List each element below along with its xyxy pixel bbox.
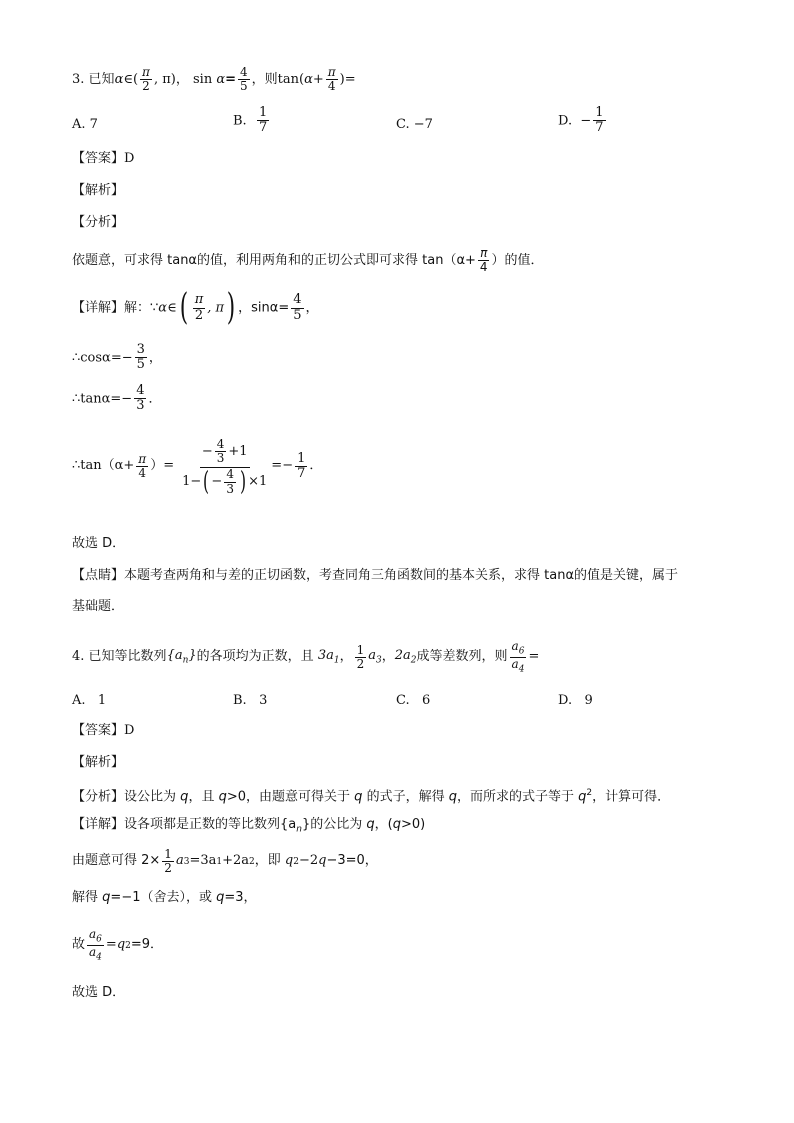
q4-jiexi: 【解析】	[72, 755, 125, 770]
denominator: 3	[226, 481, 234, 496]
denominator: 2	[194, 307, 204, 323]
text: ，即	[254, 853, 281, 869]
q3-detail	[72, 287, 319, 328]
fraction-1-over-7	[257, 106, 269, 136]
stem-text: 已知等比数列	[88, 649, 167, 665]
tansum-text: ∴tan（α+	[72, 458, 135, 474]
subscript: 4	[96, 952, 102, 963]
seq-close: }	[188, 648, 197, 664]
sequence-symbol	[167, 649, 197, 666]
tail: )=	[339, 72, 356, 88]
left-paren: (	[203, 467, 210, 498]
text: ，(	[374, 817, 393, 832]
numerator: 3	[136, 342, 145, 357]
numerator: π	[138, 452, 147, 467]
text: 故	[72, 937, 86, 953]
q4-option-b: B. 3	[233, 693, 268, 708]
text: 解得	[72, 890, 99, 905]
range-close: , π)	[153, 72, 176, 88]
big-denominator	[180, 467, 269, 498]
fraction-1-over-7	[593, 106, 605, 136]
denominator: 2	[356, 657, 365, 672]
q3-comment-line2: 基础题．	[72, 599, 125, 614]
denominator: 7	[595, 120, 604, 136]
right-paren: )	[226, 287, 236, 328]
text: 的式子，解得	[366, 789, 445, 805]
subscript: 6	[518, 646, 525, 657]
comment-text: 本题考查两角和与差的正切函数，考查同角三角函数间的基本关系，求得 tanα的值是关键，属于	[124, 568, 679, 583]
alpha-symbol: α	[158, 300, 168, 316]
q4-answer	[72, 724, 134, 739]
q3-analysis	[72, 247, 544, 274]
numerator: 4	[136, 383, 145, 398]
minus-sign: −	[580, 113, 592, 129]
fraction-4-over-3	[224, 468, 236, 495]
subscript: n	[296, 824, 302, 835]
text: −2	[298, 853, 319, 869]
q4-option-d: D. 9	[558, 693, 593, 708]
stem-text: 成等差数列，则	[416, 649, 508, 665]
numerator: 4	[240, 65, 248, 79]
q3-tan	[72, 384, 161, 414]
one-minus: 1−	[182, 473, 202, 489]
q4-detail	[72, 818, 425, 835]
term: a	[89, 927, 97, 941]
fraction-pi-over-4	[478, 247, 490, 274]
denominator: 5	[293, 307, 302, 323]
fraction-a6-over-a4	[87, 928, 104, 964]
q3-tansum	[72, 438, 322, 496]
subscript: 1	[216, 856, 223, 867]
text: 由题意可得 2×	[72, 853, 161, 869]
text: 设公比为	[124, 789, 177, 805]
q-symbol: q	[116, 937, 126, 953]
term: a	[511, 639, 519, 653]
q4-eq1	[72, 848, 378, 875]
fraction-pi-over-2	[140, 66, 152, 93]
option-label: C. −7	[396, 117, 433, 132]
q-symbol: q	[392, 817, 402, 832]
seq-open: {a	[166, 648, 183, 664]
denominator	[87, 946, 104, 963]
subscript: 6	[96, 934, 102, 945]
in-symbol: ∈	[123, 72, 133, 88]
denominator	[510, 658, 527, 675]
fraction-1-over-2	[355, 644, 367, 671]
text: −3=0，	[326, 853, 378, 869]
paren: (	[132, 72, 139, 88]
q4-choose: 故选 D．	[72, 985, 126, 1000]
equals-sign: =	[105, 937, 117, 953]
subscript: 3	[183, 856, 190, 867]
denominator: 7	[297, 466, 306, 482]
term: +2a	[222, 853, 250, 869]
times-one: ×1	[248, 473, 268, 489]
term: 3a	[317, 648, 334, 664]
option-label: B.	[233, 113, 247, 129]
text: =9．	[130, 937, 164, 953]
separator: ，	[175, 72, 189, 88]
equals-sign: =	[528, 649, 540, 665]
tan-label: tan(	[277, 72, 305, 88]
q-symbol: q	[578, 789, 587, 805]
numerator: π	[142, 65, 150, 79]
denominator: 4	[327, 79, 336, 94]
numerator: π	[194, 292, 204, 308]
q3-jiexi: 【解析】	[72, 183, 125, 198]
q-symbol: q	[318, 853, 327, 869]
numerator	[87, 928, 104, 946]
term-a3	[368, 649, 382, 666]
minus-sign: −	[201, 443, 213, 459]
q-symbol: q	[180, 789, 189, 805]
option-label: D.	[558, 113, 573, 129]
subscript: 4	[518, 664, 525, 675]
q3-option-d	[558, 106, 608, 136]
fraction-4-over-5	[238, 66, 250, 93]
punct: ．	[148, 391, 162, 407]
numerator: 4	[216, 437, 225, 451]
q-symbol: q	[448, 789, 457, 805]
answer-value: D	[124, 151, 135, 166]
alpha-symbol: α	[114, 72, 124, 88]
q-symbol: q	[366, 817, 375, 832]
numerator: π	[480, 246, 488, 260]
numerator: 1	[297, 451, 306, 467]
plus-one: +1	[228, 443, 248, 459]
detail-text: 解：∵	[124, 300, 159, 316]
text: ，计算可得．	[592, 789, 671, 805]
numerator: 4	[293, 292, 302, 308]
tan-text: ∴tanα=−	[72, 391, 133, 407]
q4-option-a: A. 1	[72, 693, 107, 708]
question-number: 3.	[72, 72, 85, 88]
numerator: 1	[258, 105, 268, 120]
text: =3，	[224, 890, 257, 905]
q3-option-a	[72, 117, 98, 132]
numerator	[510, 640, 527, 658]
text: ，而所求的式子等于	[457, 789, 575, 805]
separator: ，则	[251, 72, 278, 88]
in-symbol: ∈	[167, 300, 177, 316]
comment-tag: 【点睛】	[72, 568, 125, 583]
denominator: 5	[136, 357, 145, 373]
big-fraction	[180, 438, 269, 496]
q4-eq3	[72, 928, 163, 964]
superscript: 2	[293, 856, 299, 867]
detail-text: ，sinα=	[238, 300, 290, 316]
denominator: 7	[258, 120, 268, 136]
q4-option-c: C. 6	[396, 693, 431, 708]
plus-sign: +	[312, 72, 324, 88]
q-symbol: q	[284, 853, 294, 869]
big-numerator	[200, 438, 250, 468]
fraction-a6-over-a4	[510, 640, 527, 676]
text: >0)	[401, 817, 426, 832]
superscript: 2	[586, 788, 593, 798]
left-paren: (	[179, 287, 188, 328]
q3-fenxi: 【分析】	[72, 215, 125, 230]
separator: ，	[381, 649, 395, 665]
detail-text: ，	[305, 300, 319, 316]
q3-stem	[72, 66, 356, 93]
term: a	[175, 853, 184, 869]
text: 设各项都是正数的等比数列{a	[124, 817, 297, 832]
denominator: 5	[240, 79, 248, 94]
fenxi-tag: 【分析】	[72, 789, 125, 805]
option-label: A. 7	[72, 117, 98, 132]
detail-tag: 【详解】	[72, 817, 125, 832]
superscript: 2	[125, 940, 131, 951]
tansum-text: ）=	[150, 458, 175, 474]
text: }的公比为	[301, 817, 363, 832]
q-symbol: q	[218, 789, 227, 805]
fraction-4-over-3	[134, 384, 146, 414]
q4-eq2	[72, 891, 257, 906]
text: >0，由题意可得关于	[226, 789, 351, 805]
numerator: 1	[164, 847, 172, 861]
subscript: 1	[333, 655, 340, 666]
stem-text: 已知	[88, 72, 115, 88]
equals-sign: =	[225, 72, 237, 88]
answer-tag: 【答案】	[72, 151, 125, 166]
q3-comment	[72, 569, 678, 584]
alpha-symbol: α	[304, 72, 313, 88]
question-number: 4.	[72, 649, 85, 665]
stem-text: 的各项均为正数，且	[196, 649, 314, 665]
separator: ，	[339, 649, 353, 665]
fraction-pi-over-4	[326, 66, 338, 93]
term: a	[89, 945, 97, 960]
denominator: 3	[216, 451, 225, 466]
punct: ，	[148, 350, 162, 366]
fraction-pi-over-4	[136, 453, 148, 480]
q3-option-c	[396, 117, 433, 132]
answer-value: D	[124, 723, 135, 738]
term-3a1	[314, 649, 340, 666]
sin-label: sin	[192, 72, 213, 88]
term: a	[511, 657, 519, 672]
term-2a2	[395, 649, 417, 666]
q3-cos	[72, 343, 162, 373]
fraction-3-over-5	[135, 343, 147, 373]
fraction-4-over-3	[215, 438, 227, 465]
numerator: π	[327, 65, 336, 79]
term: 2a	[394, 648, 411, 664]
term: =3a	[189, 853, 217, 869]
term: a	[368, 648, 377, 664]
q4-stem	[72, 640, 539, 676]
denominator: 4	[479, 260, 488, 275]
text: ，且	[188, 789, 215, 805]
punct: ．	[309, 458, 323, 474]
detail-tag: 【详解】	[72, 300, 125, 316]
q-symbol: q	[354, 789, 363, 805]
right-paren: )	[240, 467, 247, 498]
subscript: 2	[410, 655, 417, 666]
q-symbol: q	[216, 890, 225, 905]
q3-choose: 故选 D．	[72, 536, 126, 551]
denominator: 2	[164, 861, 172, 876]
cos-text: ∴cosα=−	[72, 350, 133, 366]
numerator: 1	[595, 105, 604, 120]
q-symbol: q	[102, 890, 111, 905]
fraction-1-over-7	[295, 452, 307, 482]
denominator: 3	[136, 398, 145, 414]
analysis-text: 依题意，可求得 tanα的值，利用两角和的正切公式即可求得 tan（α+	[72, 253, 476, 269]
subscript: 2	[249, 856, 255, 867]
numerator: 4	[226, 467, 234, 482]
fraction-1-over-2	[162, 848, 174, 875]
minus-sign: −	[211, 473, 223, 489]
analysis-text: ）的值．	[491, 253, 544, 269]
alpha-symbol: α	[216, 72, 226, 88]
equals-minus: =−	[271, 458, 294, 474]
text: =−1（舍去），或	[110, 890, 212, 905]
answer-tag: 【答案】	[72, 723, 125, 738]
subscript: 3	[376, 655, 382, 666]
range-end: , π	[207, 300, 225, 316]
q3-answer	[72, 152, 134, 167]
numerator: 1	[356, 643, 365, 658]
q4-fenxi	[72, 788, 670, 805]
denominator: 4	[138, 466, 147, 481]
q3-option-b	[233, 106, 271, 136]
fraction-pi-over-2	[193, 293, 206, 323]
fraction-4-over-5	[291, 293, 303, 323]
subscript: n	[182, 655, 189, 666]
denominator: 2	[142, 79, 150, 94]
